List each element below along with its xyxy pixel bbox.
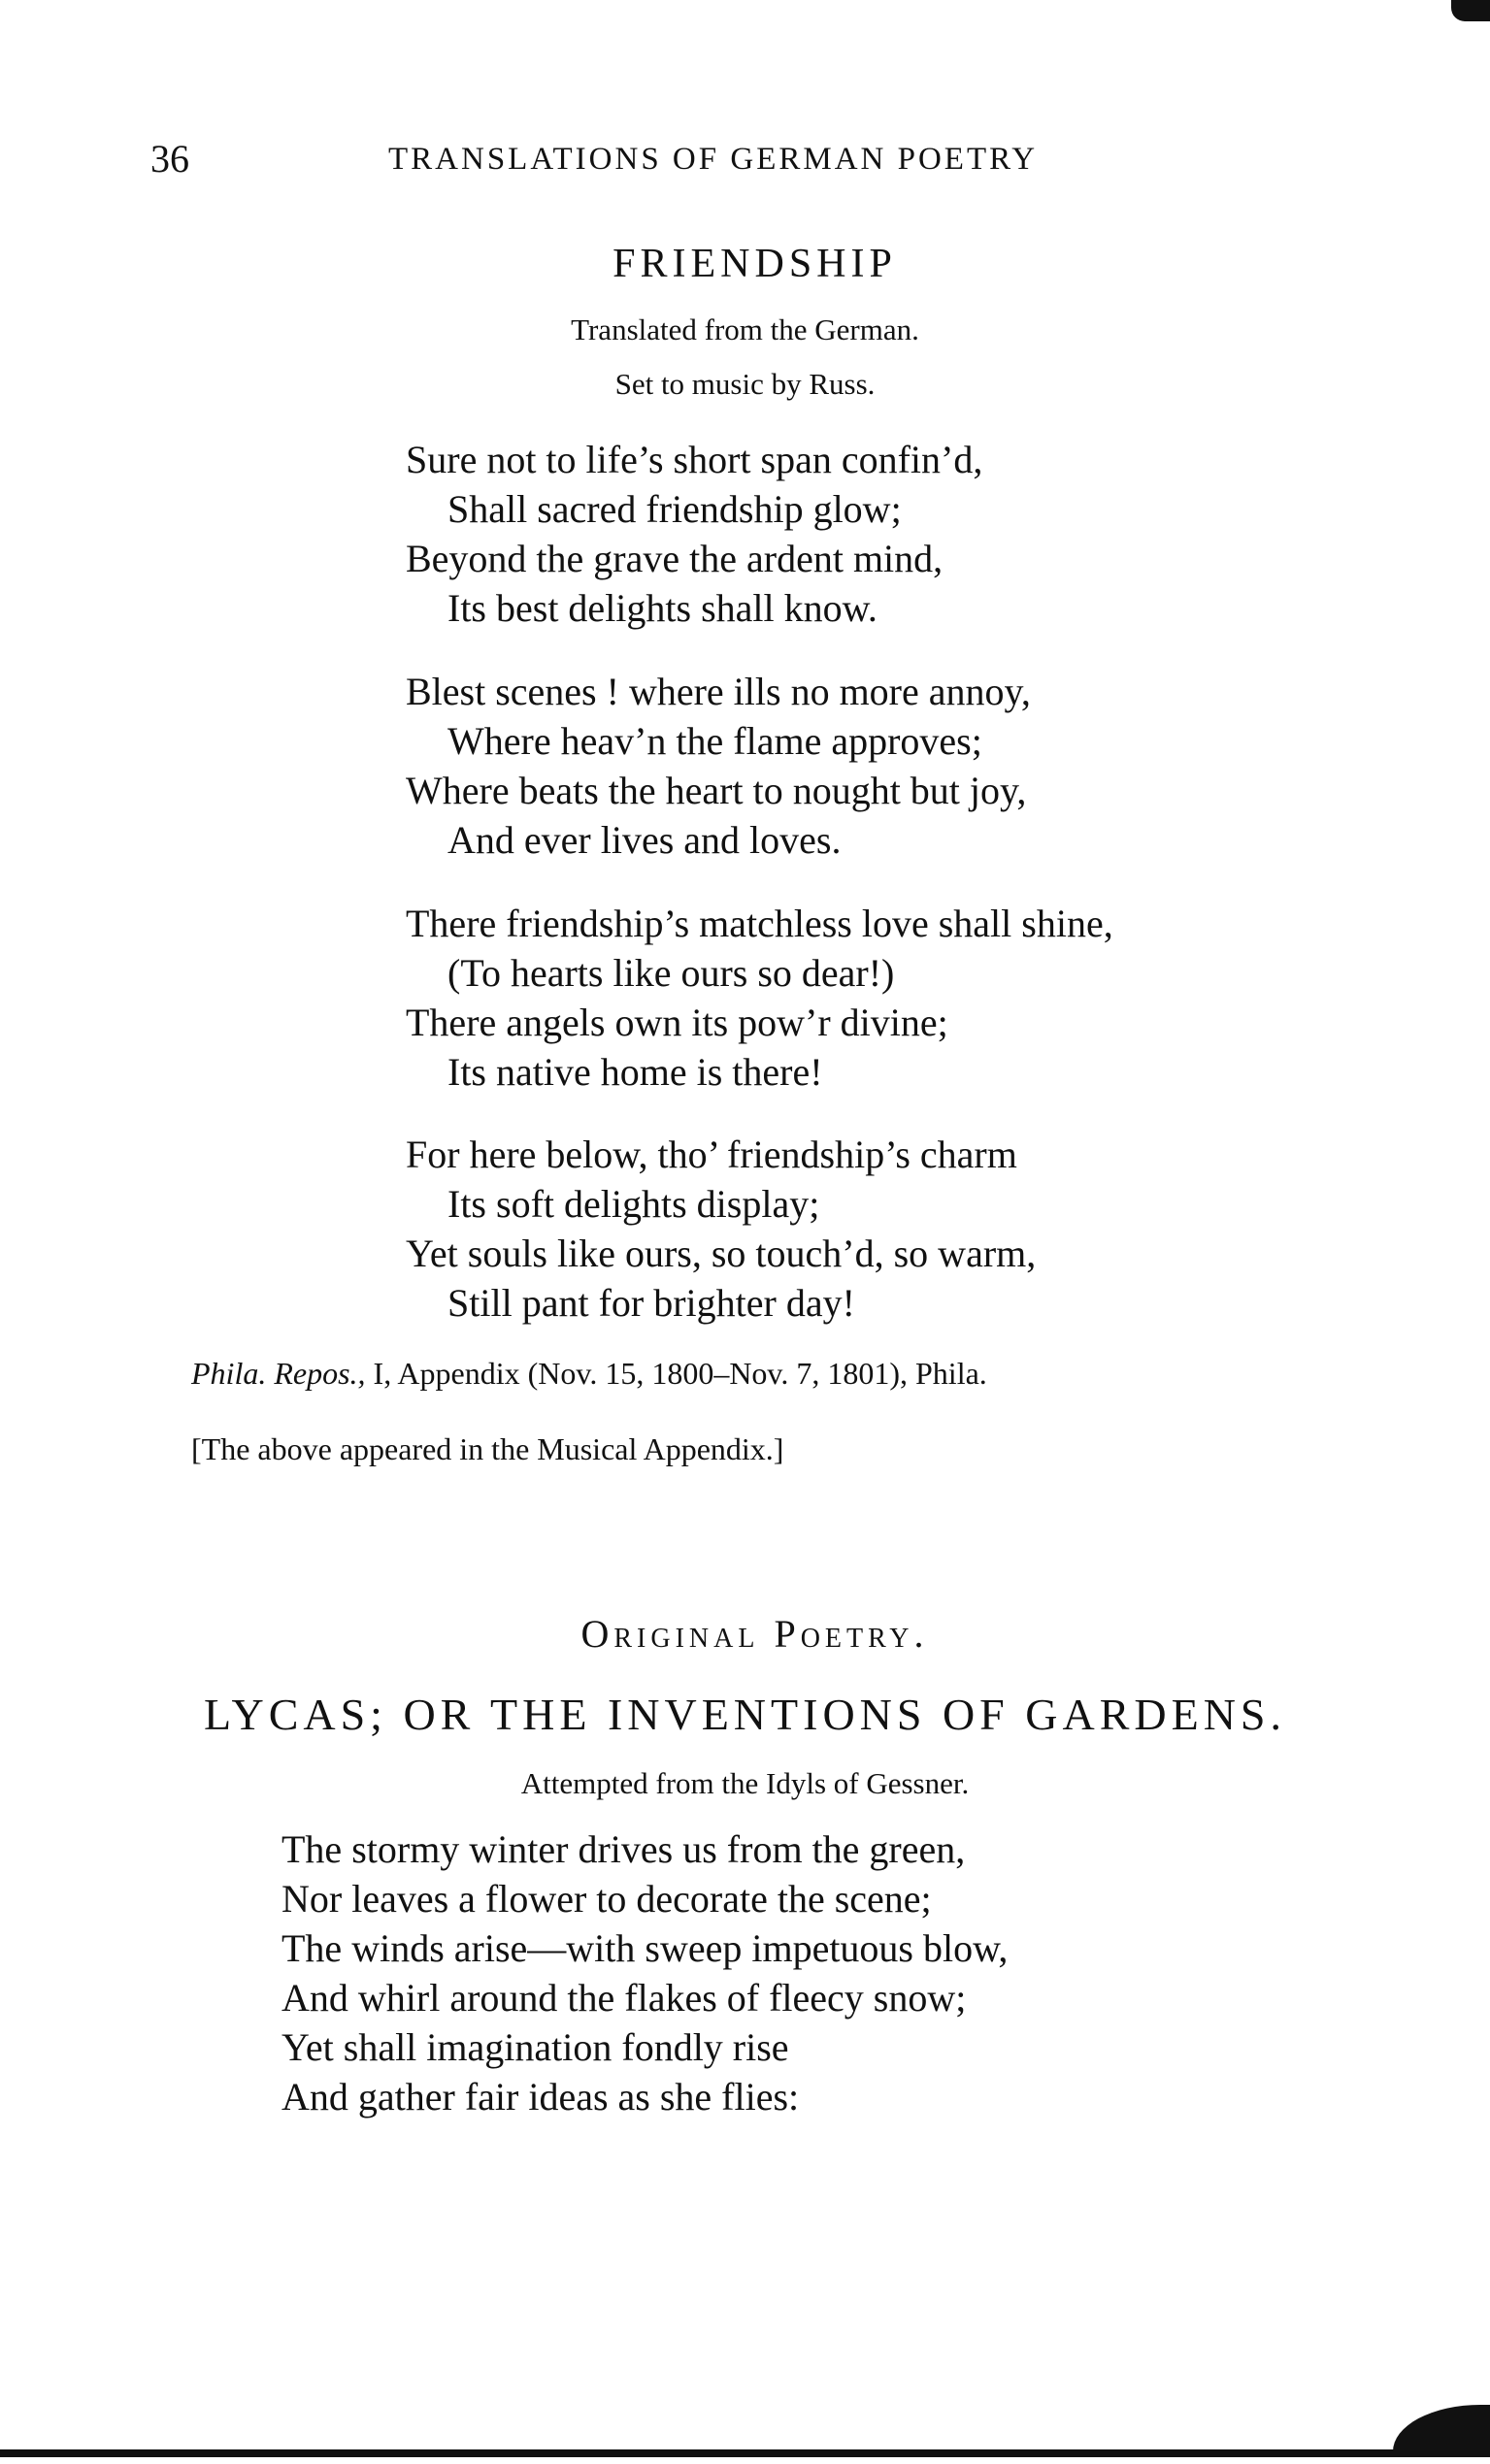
poem-title: FRIENDSHIP [613, 242, 897, 286]
section-heading: Original Poetry. [580, 1612, 929, 1656]
verse-line: Yet souls like ours, so touch’d, so warm, [406, 1232, 1037, 1275]
verse-line: Where heav’n the flame approves; [447, 719, 982, 763]
editorial-note: [The above appeared in the Musical Appendix.] [191, 1431, 784, 1466]
verse-line: And whirl around the flakes of fleecy snow; [281, 1976, 967, 2020]
verse-line: Its soft delights display; [447, 1182, 820, 1226]
verse-line: Sure not to life’s short span confin’d, [406, 438, 983, 481]
verse-line: (To hearts like ours so dear!) [447, 951, 895, 995]
running-title: TRANSLATIONS OF GERMAN POETRY [388, 142, 1039, 177]
stanza-3 [406, 899, 1113, 1097]
stanza-2 [406, 667, 1031, 865]
verse-line: There angels own its pow’r divine; [406, 1001, 948, 1044]
poem-2-subtitle: Attempted from the Idyls of Gessner. [520, 1766, 970, 1800]
stanza-1 [406, 435, 982, 633]
verse-line: And ever lives and loves. [447, 818, 842, 862]
verse-line: Yet shall imagination fondly rise [281, 2025, 789, 2069]
poem-2-verse [281, 1824, 1008, 2121]
citation-details: I, Appendix (Nov. 15, 1800–Nov. 7, 1801), Phila. [365, 1356, 987, 1391]
running-head [150, 136, 1315, 184]
citation-source: Phila. Repos., [191, 1356, 366, 1391]
stanza-4 [406, 1130, 1036, 1328]
poem-subtitle-translation: Translated from the German. [571, 312, 919, 346]
verse-line: Shall sacred friendship glow; [447, 487, 902, 531]
scan-corner-mark [1451, 0, 1490, 21]
poem-2-title: LYCAS; OR THE INVENTIONS OF GARDENS. [203, 1690, 1287, 1739]
verse-line: For here below, tho’ friendship’s charm [406, 1133, 1017, 1176]
verse-line: Still pant for brighter day! [447, 1281, 855, 1325]
verse-line: Its native home is there! [447, 1050, 823, 1094]
verse-line: There friendship’s matchless love shall shine, [406, 902, 1113, 945]
verse-line: Nor leaves a flower to decorate the scene; [281, 1877, 932, 1921]
verse-line: Where beats the heart to nought but joy, [406, 769, 1027, 812]
verse-line: And gather fair ideas as she flies: [281, 2075, 800, 2119]
page-bottom-edge [0, 2449, 1490, 2457]
poem-subtitle-music: Set to music by Russ. [614, 367, 876, 401]
verse-line: Its best delights shall know. [447, 586, 877, 630]
verse-line: The winds arise—with sweep impetuous blow, [281, 1926, 1009, 1970]
verse-line: Beyond the grave the ardent mind, [406, 537, 944, 580]
page-number: 36 [150, 137, 189, 181]
verse-line: Blest scenes ! where ills no more annoy, [406, 670, 1031, 713]
verse-line: The stormy winter drives us from the green, [281, 1827, 966, 1871]
source-citation [191, 1356, 987, 1392]
